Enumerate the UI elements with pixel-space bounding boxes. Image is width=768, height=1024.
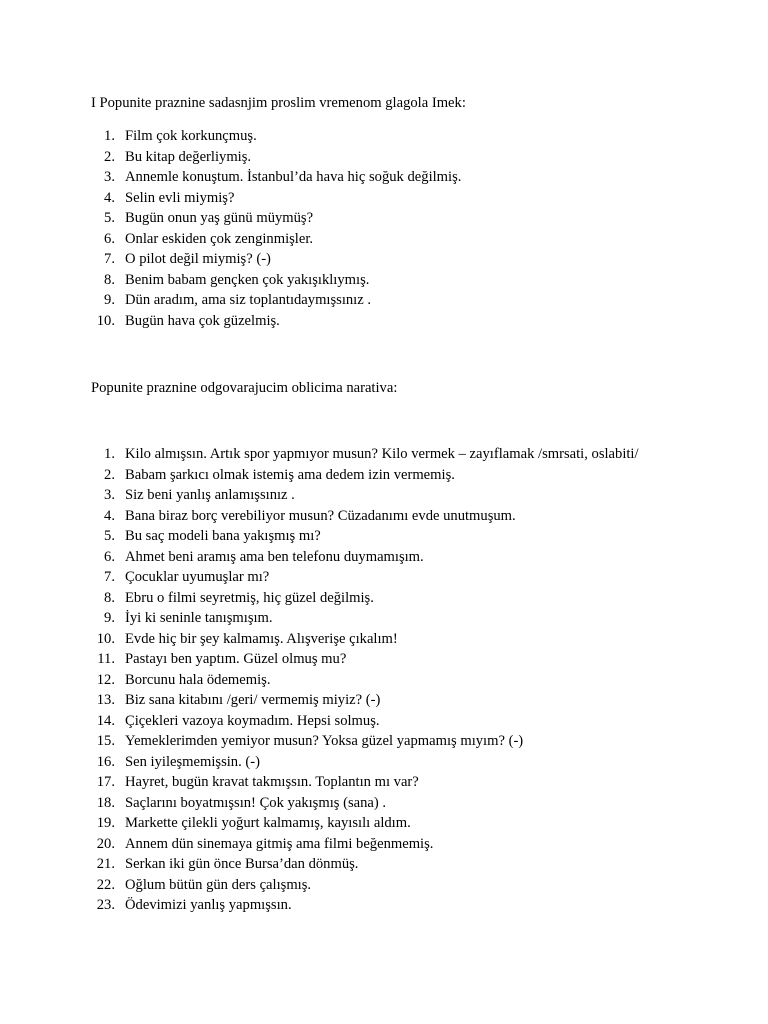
list-item xyxy=(91,208,461,229)
list-item-text: Selin evli miymiş? xyxy=(125,189,235,206)
list-item-text: Pastayı ben yaptım. Güzel olmuş mu? xyxy=(125,651,347,667)
list-item xyxy=(91,731,639,752)
list-item-number: 7. xyxy=(104,251,115,267)
list-item-text: Biz sana kitabını /geri/ vermemiş miyiz? (-) xyxy=(125,692,381,708)
list-item xyxy=(91,834,639,855)
list-item-number: 15. xyxy=(96,733,115,749)
list-item xyxy=(91,444,639,465)
list-item-text: Kilo almışsın. Artık spor yapmıyor musun? Kilo vermek – zayıflamak /smrsati, oslabiti/ xyxy=(125,446,639,462)
list-item-text: Saçlarını boyatmışsın! Çok yakışmış (sana) . xyxy=(125,794,387,811)
list-item-number: 11. xyxy=(97,651,115,667)
list-item-text: Serkan iki gün önce Bursa’dan dönmüş. xyxy=(125,856,359,872)
list-item-text: Bugün hava çok güzelmiş. xyxy=(125,312,280,329)
list-item-number: 19. xyxy=(96,815,115,831)
list-item-number: 10. xyxy=(96,630,115,647)
list-item-text: Borcunu hala ödememiş. xyxy=(125,671,271,688)
list-item-text: Siz beni yanlış anlamışsınız . xyxy=(125,487,295,503)
list-item xyxy=(91,608,639,629)
list-item-text: Çocuklar uyumuşlar mı? xyxy=(125,569,270,585)
list-item-text: Dün aradım, ama siz toplantıdaymışsınız . xyxy=(125,292,372,308)
list-item-number: 5. xyxy=(104,528,115,544)
list-item-text: Bu kitap değerliymiş. xyxy=(125,148,252,165)
list-item-text: Sen iyileşmemişsin. (-) xyxy=(125,753,260,770)
list-item xyxy=(91,506,639,527)
list-item-number: 8. xyxy=(104,589,115,606)
list-item xyxy=(91,249,461,270)
list-item-text: Benim babam gençken çok yakışıklıymış. xyxy=(125,271,370,288)
list-item-number: 9. xyxy=(104,610,115,626)
list-item-number: 3. xyxy=(104,487,115,503)
list-item xyxy=(91,629,639,650)
list-item xyxy=(91,772,639,793)
list-item-number: 6. xyxy=(104,548,115,565)
list-item xyxy=(91,167,461,188)
list-item xyxy=(91,854,639,875)
list-item xyxy=(91,526,639,547)
list-item-number: 10. xyxy=(96,312,115,329)
section-1-list xyxy=(91,126,461,331)
list-item-number: 5. xyxy=(104,210,115,226)
list-item-text: Yemeklerimden yemiyor musun? Yoksa güzel yapmamış mıyım? (-) xyxy=(125,733,524,749)
list-item xyxy=(91,290,461,311)
list-item-number: 22. xyxy=(96,876,115,893)
list-item xyxy=(91,547,639,568)
list-item-number: 20. xyxy=(96,835,115,852)
list-item xyxy=(91,813,639,834)
list-item xyxy=(91,649,639,670)
list-item-number: 13. xyxy=(96,692,115,708)
section-2-list xyxy=(91,444,639,916)
list-item xyxy=(91,311,461,332)
list-item-number: 8. xyxy=(104,271,115,288)
list-item xyxy=(91,793,639,814)
list-item xyxy=(91,229,461,250)
list-item-number: 3. xyxy=(104,169,115,185)
list-item-text: Evde hiç bir şey kalmamış. Alışverişe çıkalım! xyxy=(125,630,398,647)
list-item-text: Babam şarkıcı olmak istemiş ama dedem izin vermemiş. xyxy=(125,466,455,483)
section-1-heading: I Popunite praznine sadasnjim proslim vremenom glagola Imek: xyxy=(91,95,466,111)
list-item xyxy=(91,465,639,486)
list-item-text: İyi ki seninle tanışmışım. xyxy=(125,610,273,626)
list-item-number: 18. xyxy=(96,794,115,811)
list-item-number: 6. xyxy=(104,230,115,247)
list-item-text: Ebru o filmi seyretmiş, hiç güzel değilmiş. xyxy=(125,589,374,606)
list-item xyxy=(91,188,461,209)
list-item xyxy=(91,711,639,732)
list-item-text: Bana biraz borç verebiliyor musun? Cüzadanımı evde unutmuşum. xyxy=(125,507,516,524)
list-item xyxy=(91,895,639,916)
list-item xyxy=(91,147,461,168)
list-item-text: Ahmet beni aramış ama ben telefonu duymamışım. xyxy=(125,548,424,565)
list-item-number: 4. xyxy=(104,507,115,524)
section-2-heading: Popunite praznine odgovarajucim oblicima narativa: xyxy=(91,380,398,396)
list-item-number: 1. xyxy=(104,446,115,462)
list-item-number: 16. xyxy=(96,753,115,770)
list-item xyxy=(91,752,639,773)
list-item-number: 21. xyxy=(96,856,115,872)
list-item-number: 4. xyxy=(104,189,115,206)
list-item xyxy=(91,126,461,147)
list-item xyxy=(91,670,639,691)
list-item-number: 12. xyxy=(96,671,115,688)
list-item xyxy=(91,270,461,291)
list-item-number: 1. xyxy=(104,128,115,144)
list-item xyxy=(91,690,639,711)
list-item-text: Annemle konuştum. İstanbul’da hava hiç soğuk değilmiş. xyxy=(125,169,462,185)
list-item-number: 7. xyxy=(104,569,115,585)
list-item xyxy=(91,567,639,588)
list-item-text: Markette çilekli yoğurt kalmamış, kayısılı aldım. xyxy=(125,815,411,831)
list-item-number: 9. xyxy=(104,292,115,308)
list-item-number: 14. xyxy=(96,712,115,729)
list-item-text: Onlar eskiden çok zenginmişler. xyxy=(125,230,314,247)
list-item-text: Bu saç modeli bana yakışmış mı? xyxy=(125,528,321,544)
list-item-number: 2. xyxy=(104,148,115,165)
list-item xyxy=(91,875,639,896)
list-item-text: Film çok korkunçmuş. xyxy=(125,128,257,144)
list-item-text: Oğlum bütün gün ders çalışmış. xyxy=(125,876,312,893)
list-item xyxy=(91,485,639,506)
list-item-number: 23. xyxy=(96,897,115,913)
list-item-text: Bugün onun yaş günü müymüş? xyxy=(125,210,314,226)
list-item-text: Çiçekleri vazoya koymadım. Hepsi solmuş. xyxy=(125,712,380,729)
list-item-text: Annem dün sinemaya gitmiş ama filmi beğenmemiş. xyxy=(125,835,434,852)
list-item-number: 2. xyxy=(104,466,115,483)
list-item-number: 17. xyxy=(96,774,115,790)
list-item-text: O pilot değil miymiş? (-) xyxy=(125,251,271,267)
list-item-text: Ödevimizi yanlış yapmışsın. xyxy=(125,897,292,913)
list-item xyxy=(91,588,639,609)
list-item-text: Hayret, bugün kravat takmışsın. Toplantın mı var? xyxy=(125,774,419,790)
